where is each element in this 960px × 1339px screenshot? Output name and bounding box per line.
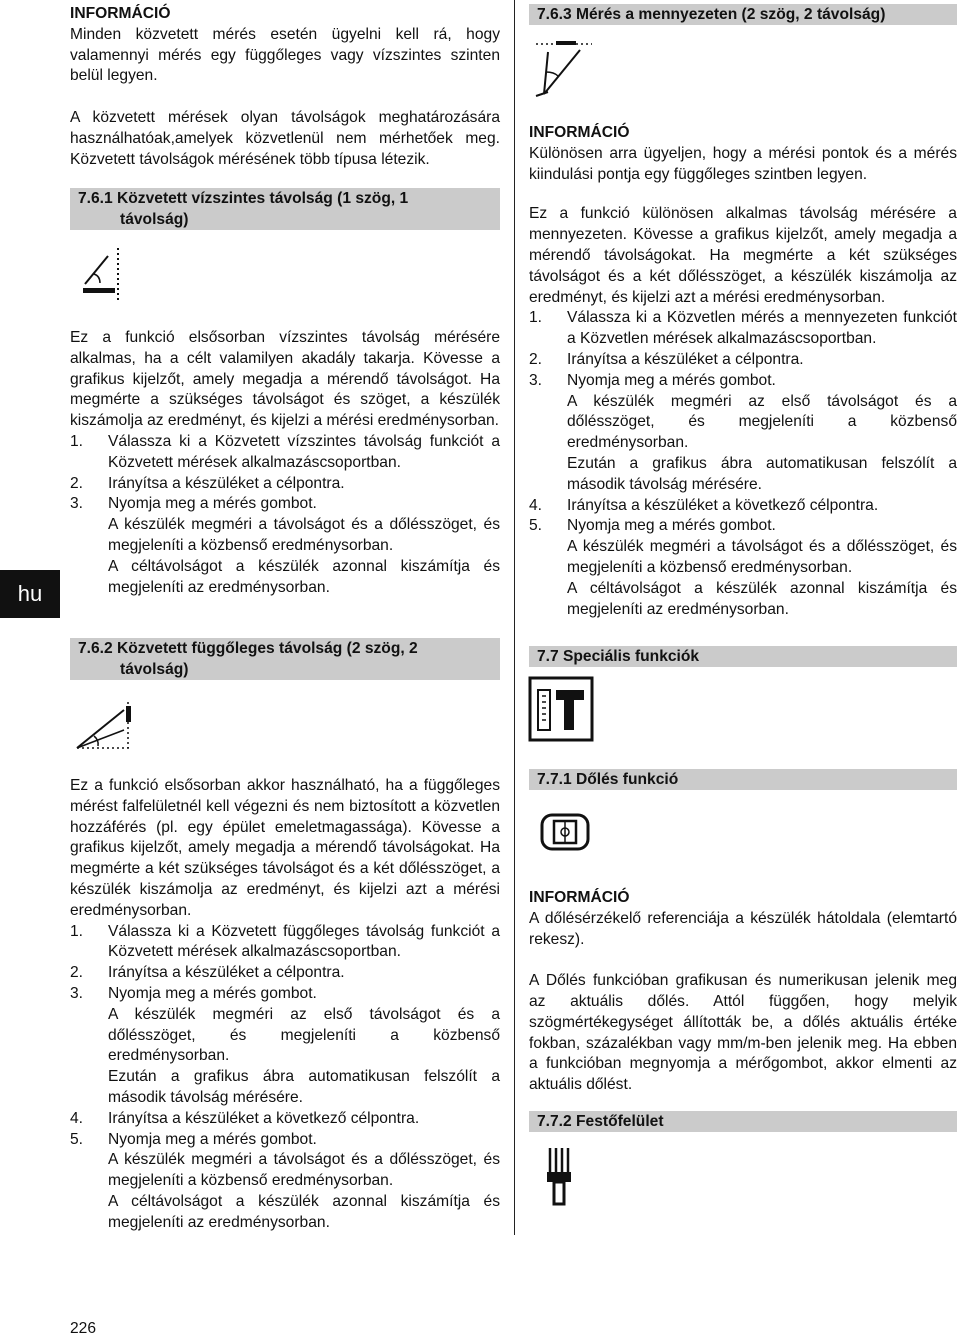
step-text: A készülék megméri az első távolságot és a dőlésszöget, és megjeleníti a közbenső eredménysorban. (108, 1005, 500, 1065)
section-paragraph: A Dőlés funkcióban grafikusan és numerikusan jelenik meg az aktuális dőlés. Attól függően, hogy melyik szögmértékegységet állították be, a dőlés aktuális értéke fokban, százalékban vagy mm/m-ben jelenik meg. Ha ebben a funkcióban megnyomja a mérőgombot, akkor elmenti az aktuális dőlést. (529, 972, 957, 1094)
horizontal-indirect-icon (80, 246, 126, 302)
section-paragraph: Ez a funkció elsősorban akkor használható, ha a függőleges mérést falfelületnél kell végezni és nem biztosított a közvetlen hozzáférés (pl. egy épület emeletmagassága). Kövesse a grafikus kijelzőt, amely megadja a mérendő távolságokat. Ha megmérte a két szükséges távolságot és a két dőlésszöget, a készülék kiszámolja az eredményt, és kijelzi azt a mérési eredménysorban. (70, 777, 500, 919)
section-heading-7-6-3 (529, 4, 957, 25)
heading-line: 7.6.3 Mérés a mennyezeten (2 szög, 2 távolság) (537, 6, 886, 23)
step-text: A készülék megméri az első távolságot és a dőlésszöget, és megjeleníti a közbenső eredménysorban. (567, 392, 957, 452)
intro-paragraph: A közvetett mérések olyan távolságok meghatározására használhatóak,amelyek közvetlenül nem mérhetőek meg. Közvetett távolságok mérésének több típusa létezik. (70, 108, 500, 168)
step-item (529, 371, 957, 496)
steps-list-7-6-1 (70, 432, 500, 598)
ceiling-measure-icon (534, 38, 596, 100)
section-7-6-3-body (529, 123, 957, 620)
step-item (70, 1130, 500, 1234)
step-number: 2. (70, 964, 84, 982)
step-text: Nyomja meg a mérés gombot. (567, 517, 776, 535)
info-heading: INFORMÁCIÓ (529, 889, 630, 906)
step-number: 2. (529, 350, 543, 368)
step-text: Ezután a grafikus ábra automatikusan felszólít a második távolság mérésére. (567, 454, 957, 493)
info-heading: INFORMÁCIÓ (70, 5, 171, 22)
language-tab: hu (0, 570, 60, 618)
step-text: A készülék megméri a távolságot és a dőlésszöget, és megjeleníti a közbenső eredménysorban. (567, 538, 957, 576)
special-functions-icon (528, 676, 594, 742)
heading-line: 7.7.2 Festőfelület (537, 1113, 664, 1130)
paint-brush-icon (546, 1146, 576, 1208)
column-divider (514, 0, 515, 1235)
step-number: 5. (70, 1130, 84, 1148)
step-text: Irányítsa a készüléket a célpontra. (108, 474, 345, 492)
step-text: Irányítsa a készüléket a következő célpontra. (567, 496, 879, 514)
step-text: Nyomja meg a mérés gombot. (108, 1130, 317, 1148)
step-number: 1. (70, 922, 84, 940)
step-number: 3. (529, 371, 543, 389)
step-number: 5. (529, 517, 543, 535)
step-number: 3. (70, 495, 84, 513)
section-heading-7-6-1 (70, 188, 500, 230)
step-item (529, 350, 957, 371)
heading-line: távolság) (120, 661, 189, 678)
step-text: Irányítsa a készüléket a célpontra. (108, 964, 345, 982)
step-text: A készülék megméri a távolságot és a dőlésszöget, és megjeleníti a közbenső eredménysorban. (108, 516, 500, 554)
step-item (70, 432, 500, 474)
heading-line: távolság) (120, 211, 189, 228)
tilt-function-icon (540, 807, 590, 857)
step-text: Irányítsa a készüléket a célpontra. (567, 350, 804, 368)
steps-list-7-6-2 (70, 922, 500, 1234)
step-text: A céltávolságot a készülék azonnal kiszámítja és megjeleníti az eredménysorban. (108, 1192, 500, 1231)
step-text: Irányítsa a készüléket a következő célpontra. (108, 1109, 420, 1127)
vertical-indirect-icon (74, 700, 134, 752)
step-item (70, 494, 500, 598)
step-item (70, 963, 500, 984)
step-text: Nyomja meg a mérés gombot. (108, 984, 317, 1002)
step-number: 1. (70, 432, 84, 450)
info-text: Minden közvetett mérés esetén ügyelni kell rá, hogy valamennyi mérés egy függőleges vagy vízszintes szinten belül legyen. (70, 25, 500, 85)
section-7-6-2-body (70, 776, 500, 1234)
step-text: Ezután a grafikus ábra automatikusan felszólít a második távolság mérésére. (108, 1068, 500, 1106)
section-paragraph: Ez a funkció különösen alkalmas távolság mérésére a mennyezeten. Kövesse a grafikus kijelzőt, amely megadja a mérendő távolságokat. Ha megmérte a két szükséges távolságot és a két dőlésszöget, a készülék kiszámolja az eredményt, és kijelzi azt a mérési eredménysorban. (529, 205, 957, 306)
heading-line: 7.6.2 Közvetett függőleges távolság (2 szög, 2 (78, 640, 418, 657)
step-item (70, 474, 500, 495)
section-heading-7-7 (529, 646, 957, 667)
section-paragraph: Ez a funkció elsősorban vízszintes távolság mérésére alkalmas, ha a célt valamilyen akadály takarja. Kövesse a grafikus kijelzőt, amely megadja a mérendő távolságot. Ha megmérte a szükséges távolságot és szöget, a készülék kiszámolja az eredményt, és kijelzi a mérési eredménysorban. (70, 329, 500, 430)
section-heading-7-6-2 (70, 638, 500, 680)
section-7-6-1-body (70, 328, 500, 598)
step-text: Válassza ki a Közvetlen mérés a mennyezeten funkciót a Közvetlen mérések alkalmazáscsoportban. (567, 309, 957, 348)
steps-list-7-6-3 (529, 308, 957, 620)
step-item (70, 922, 500, 964)
step-item (70, 1109, 500, 1130)
step-number: 2. (70, 474, 84, 492)
step-text: A készülék megméri a távolságot és a dőlésszöget, és megjeleníti a közbenső eredménysorban. (108, 1151, 500, 1190)
heading-line: 7.7.1 Dőlés funkció (537, 771, 679, 788)
section-heading-7-7-1 (529, 769, 957, 790)
page-number: 226 (70, 1320, 97, 1337)
info-heading: INFORMÁCIÓ (529, 124, 630, 141)
step-number: 4. (70, 1109, 84, 1127)
section-7-7-1-body (529, 888, 957, 1096)
step-item (529, 516, 957, 620)
step-text: A céltávolságot a készülék azonnal kiszámítja és megjeleníti az eredménysorban. (108, 557, 500, 596)
step-text: Válassza ki a Közvetett függőleges távolság funkciót a Közvetett mérések alkalmazáscsoportban. (108, 922, 500, 961)
step-number: 4. (529, 496, 543, 514)
step-text: A céltávolságot a készülék azonnal kiszámítja és megjeleníti az eredménysorban. (567, 579, 957, 618)
heading-line: 7.6.1 Közvetett vízszintes távolság (1 szög, 1 (78, 190, 409, 207)
left-info-block (70, 4, 500, 170)
step-text: Válassza ki a Közvetett vízszintes távolság funkciót a Közvetett mérések alkalmazáscsoportban. (108, 432, 500, 471)
step-item (70, 984, 500, 1109)
step-text: Nyomja meg a mérés gombot. (567, 371, 776, 389)
step-number: 3. (70, 984, 84, 1002)
step-number: 1. (529, 309, 543, 327)
step-item (529, 496, 957, 517)
step-item (529, 308, 957, 350)
info-text: Különösen arra ügyeljen, hogy a mérési pontok és a mérés kiindulási pontja egy függőleges szintben legyen. (529, 144, 957, 183)
heading-line: 7.7 Speciális funkciók (537, 648, 700, 665)
info-text: A dőlésérzékelő referenciája a készülék hátoldala (elemtartó rekesz). (529, 909, 957, 948)
section-heading-7-7-2 (529, 1111, 957, 1132)
step-text: Nyomja meg a mérés gombot. (108, 495, 317, 513)
